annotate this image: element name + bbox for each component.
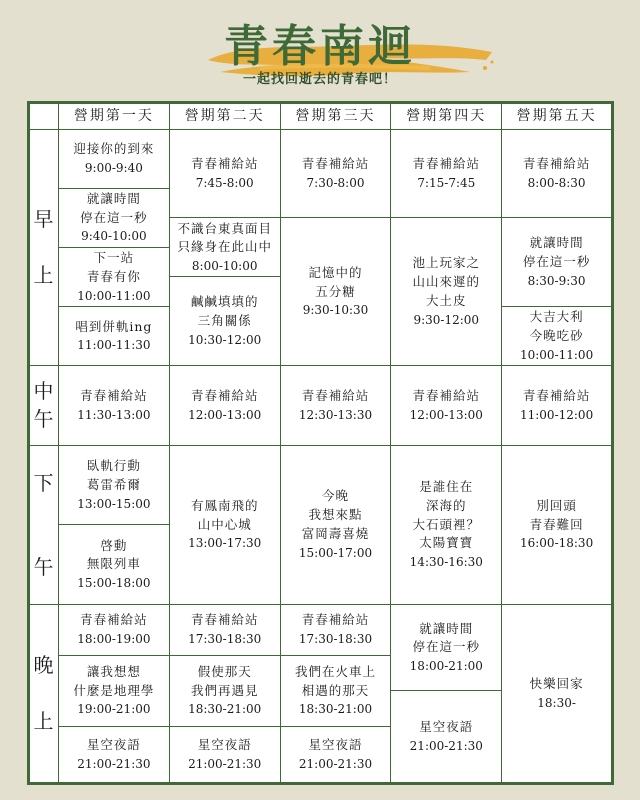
event-time: 7:45-8:00 bbox=[195, 175, 254, 190]
event-time: 16:00-18:30 bbox=[519, 536, 594, 551]
event-title: 太陽寶寶 bbox=[419, 535, 474, 551]
event-time: 19:00-21:00 bbox=[77, 702, 151, 717]
event-time: 8:00-10:00 bbox=[191, 259, 258, 273]
event-time: 18:00-19:00 bbox=[77, 631, 151, 646]
event-cell bbox=[59, 655, 170, 726]
event-title: 青春補給站 bbox=[412, 155, 481, 171]
period-morning: 早 上 bbox=[29, 129, 59, 366]
event-title: 星空夜語 bbox=[419, 719, 474, 735]
event-title: 青春補給站 bbox=[190, 387, 259, 403]
page-subtitle: 一起找回逝去的青春吧！ bbox=[242, 72, 397, 87]
event-title: 池上玩家之 bbox=[412, 255, 481, 271]
event-title: 青春補給站 bbox=[190, 155, 259, 171]
event-title: 葛雷希爾 bbox=[86, 476, 141, 492]
event-title: 啓動 bbox=[100, 537, 128, 553]
event-title: 青春補給站 bbox=[522, 387, 591, 403]
event-time: 9:40-10:00 bbox=[81, 229, 147, 244]
event-title: 青春難回 bbox=[529, 516, 584, 532]
event-time: 7:15-7:45 bbox=[417, 175, 476, 190]
event-title: 青春補給站 bbox=[412, 387, 481, 403]
event-cell bbox=[169, 218, 280, 277]
event-title: 星空夜語 bbox=[197, 737, 252, 753]
event-title: 深海的 bbox=[426, 497, 467, 513]
period-evening: 晚 上 bbox=[29, 604, 59, 783]
event-title: 青春補給站 bbox=[301, 387, 370, 403]
event-title: 別回頭 bbox=[536, 497, 577, 513]
event-cell bbox=[59, 247, 170, 306]
event-time: 21:00-21:30 bbox=[298, 756, 373, 771]
corner-cell bbox=[29, 103, 59, 130]
event-time: 21:00-21:30 bbox=[409, 738, 483, 753]
event-title: 不識台東真面目 bbox=[177, 220, 272, 236]
event-title: 下一站 bbox=[93, 250, 135, 266]
event-time: 21:00-21:30 bbox=[77, 756, 151, 771]
event-title: 青春有你 bbox=[86, 268, 141, 284]
event-title: 青春補給站 bbox=[80, 612, 148, 628]
event-cell bbox=[169, 366, 280, 446]
event-title: 五分糖 bbox=[315, 283, 356, 299]
event-cell bbox=[280, 604, 391, 655]
event-title: 就讓時間 bbox=[86, 190, 141, 206]
event-time: 8:30-9:30 bbox=[527, 273, 586, 288]
event-title: 我們再遇見 bbox=[190, 682, 259, 698]
event-time: 11:00-11:30 bbox=[77, 338, 151, 353]
event-title: 我們在火車上 bbox=[294, 663, 376, 679]
event-title: 是誰住在 bbox=[419, 479, 474, 495]
event-title: 相遇的那天 bbox=[301, 682, 370, 698]
event-time: 9:30-12:00 bbox=[413, 312, 480, 327]
event-title: 三角關係 bbox=[197, 313, 252, 329]
event-time: 10:30-12:00 bbox=[188, 332, 262, 347]
event-time: 8:00-8:30 bbox=[527, 175, 586, 190]
event-cell bbox=[59, 366, 170, 446]
event-time: 15:00-18:00 bbox=[77, 576, 151, 591]
event-cell bbox=[169, 129, 280, 218]
event-title: 大吉大利 bbox=[529, 309, 584, 325]
event-time: 9:00-9:40 bbox=[84, 160, 143, 175]
event-cell bbox=[502, 129, 613, 218]
day-header: 營期第三天 bbox=[280, 103, 391, 130]
event-time: 18:30-21:00 bbox=[298, 702, 373, 717]
event-title: 只緣身在此山中 bbox=[177, 239, 272, 255]
event-title: 讓我想想 bbox=[86, 663, 141, 679]
event-cell bbox=[391, 366, 502, 446]
event-title: 什麼是地理學 bbox=[73, 682, 155, 698]
event-title: 就讓時間 bbox=[529, 235, 584, 251]
event-title: 青春補給站 bbox=[190, 612, 259, 628]
period-afternoon: 下 午 bbox=[29, 445, 59, 604]
event-title: 星空夜語 bbox=[86, 737, 141, 753]
event-title: 快樂回家 bbox=[529, 675, 584, 691]
event-title: 停在這一秒 bbox=[522, 254, 591, 270]
event-title: 迎接你的到來 bbox=[73, 141, 155, 157]
event-cell bbox=[169, 604, 280, 655]
event-cell bbox=[59, 129, 170, 188]
event-cell bbox=[502, 366, 613, 446]
event-title: 唱到併軌ing bbox=[75, 318, 153, 334]
event-title: 青春補給站 bbox=[301, 612, 370, 628]
event-cell bbox=[59, 525, 170, 605]
event-cell bbox=[280, 655, 391, 726]
event-cell bbox=[59, 726, 170, 783]
event-title: 今晚吃砂 bbox=[529, 327, 584, 343]
event-title: 青春補給站 bbox=[301, 155, 370, 171]
event-cell bbox=[59, 604, 170, 655]
event-title: 記憶中的 bbox=[308, 264, 363, 280]
period-noon: 中 午 bbox=[29, 366, 59, 446]
event-time: 12:30-13:30 bbox=[298, 407, 373, 422]
event-cell bbox=[169, 726, 280, 783]
schedule-table bbox=[27, 101, 614, 785]
event-cell bbox=[502, 445, 613, 604]
event-cell bbox=[391, 129, 502, 218]
event-time: 14:30-16:30 bbox=[409, 555, 483, 570]
event-cell bbox=[280, 726, 391, 783]
event-title: 無限列車 bbox=[86, 556, 141, 572]
event-title: 我想來點 bbox=[308, 507, 363, 523]
event-title: 假使那天 bbox=[197, 663, 252, 679]
event-time: 17:30-18:30 bbox=[188, 631, 262, 646]
event-title: 星空夜語 bbox=[308, 737, 363, 753]
event-time: 18:00-21:00 bbox=[409, 659, 483, 674]
event-title: 山中心城 bbox=[197, 516, 252, 532]
event-time: 17:30-18:30 bbox=[298, 631, 373, 646]
event-time: 9:30-10:30 bbox=[302, 303, 369, 318]
event-title: 臥軌行動 bbox=[86, 458, 141, 474]
event-cell bbox=[59, 306, 170, 365]
event-time: 18:30-21:00 bbox=[188, 702, 262, 717]
event-cell bbox=[502, 604, 613, 783]
day-header: 營期第一天 bbox=[59, 103, 170, 130]
event-title: 富岡壽喜燒 bbox=[301, 525, 370, 541]
event-title: 大石頭裡？ bbox=[412, 516, 481, 532]
event-cell bbox=[391, 218, 502, 366]
event-cell bbox=[280, 129, 391, 218]
day-header: 營期第四天 bbox=[391, 103, 502, 130]
day-header: 營期第五天 bbox=[502, 103, 613, 130]
event-title: 鹹鹹填填的 bbox=[190, 294, 259, 310]
event-time: 12:00-13:00 bbox=[409, 407, 483, 422]
event-time: 18:30- bbox=[537, 695, 576, 710]
event-time: 11:30-13:00 bbox=[77, 407, 151, 422]
page-title: 青春南迴 bbox=[224, 21, 416, 72]
day-header: 營期第二天 bbox=[169, 103, 280, 130]
event-cell bbox=[280, 366, 391, 446]
event-cell bbox=[391, 691, 502, 784]
event-time: 21:00-21:30 bbox=[188, 756, 262, 771]
event-title: 今晚 bbox=[321, 488, 349, 504]
event-time: 11:00-12:00 bbox=[519, 407, 594, 422]
event-cell bbox=[502, 218, 613, 307]
event-cell bbox=[391, 604, 502, 691]
event-time: 13:00-17:30 bbox=[188, 536, 262, 551]
event-title: 山山來遲的 bbox=[412, 274, 481, 290]
event-time: 15:00-17:00 bbox=[298, 545, 373, 560]
event-time: 7:30-8:00 bbox=[306, 175, 365, 190]
event-cell bbox=[59, 445, 170, 525]
event-cell bbox=[280, 445, 391, 604]
event-title: 大土皮 bbox=[426, 292, 467, 308]
event-title: 青春補給站 bbox=[80, 387, 148, 403]
event-time: 12:00-13:00 bbox=[188, 407, 262, 422]
event-cell bbox=[169, 277, 280, 366]
event-cell bbox=[391, 445, 502, 604]
event-cell bbox=[169, 445, 280, 604]
event-title: 停在這一秒 bbox=[80, 209, 148, 225]
header-row bbox=[29, 103, 613, 130]
event-title: 停在這一秒 bbox=[412, 639, 481, 655]
event-cell bbox=[502, 306, 613, 365]
event-time: 10:00-11:00 bbox=[519, 347, 594, 362]
event-time: 10:00-11:00 bbox=[77, 288, 151, 303]
event-time: 13:00-15:00 bbox=[77, 496, 151, 511]
event-title: 就讓時間 bbox=[419, 620, 474, 636]
event-cell bbox=[169, 655, 280, 726]
event-cell bbox=[59, 188, 170, 247]
event-title: 有鳳南飛的 bbox=[190, 497, 259, 513]
event-cell bbox=[280, 218, 391, 366]
event-title: 青春補給站 bbox=[522, 155, 591, 171]
